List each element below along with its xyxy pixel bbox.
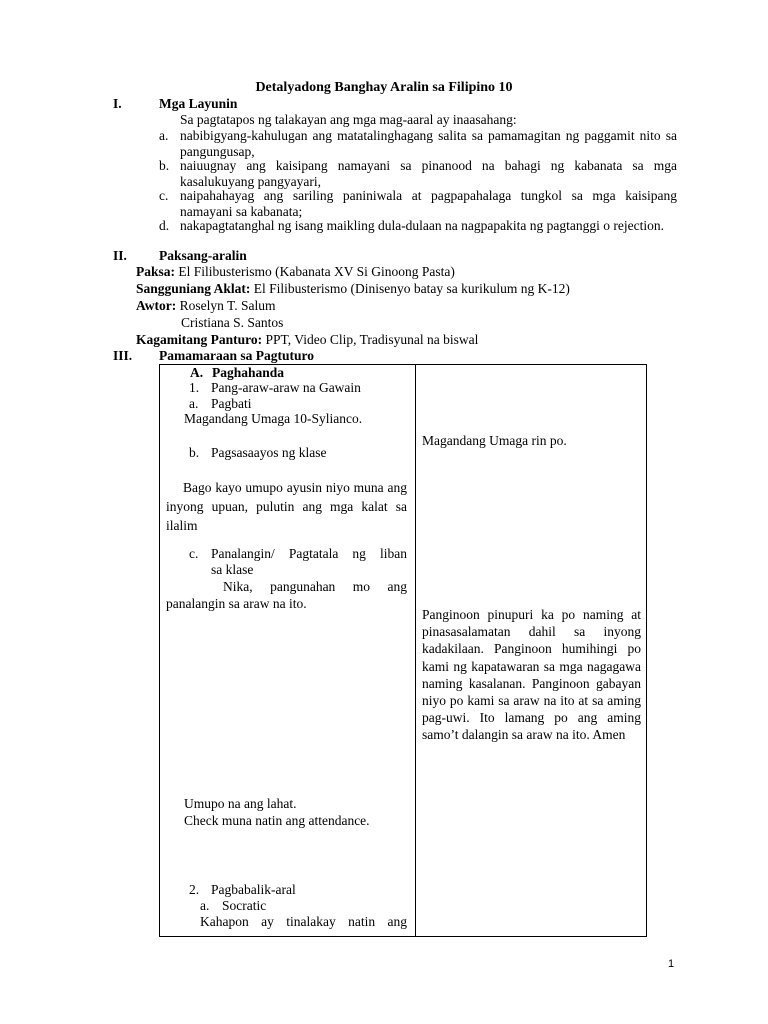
- objectives-intro: Sa pagtatapos ng talakayan ang mga mag-aaral ay inaasahang:: [180, 112, 517, 127]
- section-3-numeral: III.: [113, 348, 133, 363]
- objective-c-letter: c.: [159, 188, 169, 203]
- panalangin-line-1: Panalangin/ Pagtatala ng liban: [211, 546, 407, 561]
- pagsasaayos-text: Pagsasaayos ng klase: [211, 445, 327, 460]
- paksa-line: [136, 264, 455, 280]
- kahapon-text: Kahapon ay tinalakay natin ang: [200, 914, 407, 929]
- aklat-line: [136, 281, 570, 297]
- greeting-reply: Magandang Umaga rin po.: [422, 433, 567, 448]
- pagsasaayos-label: b.: [189, 445, 200, 460]
- kagamitan-label: Kagamitang Panturo:: [136, 332, 263, 347]
- step-a-text: Paghahanda: [212, 365, 285, 380]
- pagbati-text: Pagbati: [211, 396, 252, 411]
- socratic-label: a.: [200, 898, 210, 913]
- objective-b: naiuugnay ang kaisipang namayani sa pinanood na bahagi ng kabanata sa mga kasalukuyang pangyayari,: [180, 158, 677, 189]
- panalangin-line-2: sa klase: [211, 562, 254, 577]
- student-column: [416, 365, 647, 937]
- socratic-text: Socratic: [222, 898, 267, 913]
- step-2-label: 2.: [189, 882, 200, 897]
- objective-c: naipahahayag ang sariling paniniwala at pagpapahalaga tungkol sa mga kaisipang namayani sa kabanata;: [180, 188, 677, 219]
- ayos-instruction: Bago kayo umupo ayusin niyo muna ang inyong upuan, pulutin ang mga kalat sa ilalim: [166, 480, 407, 533]
- step-1-text: Pang-araw-araw na Gawain: [211, 380, 361, 395]
- awtor-1: Roselyn T. Salum: [179, 298, 276, 313]
- objective-d-letter: d.: [159, 218, 170, 233]
- section-1-numeral: I.: [113, 96, 122, 111]
- pagbati-label: a.: [189, 396, 199, 411]
- page-title: Detalyadong Banghay Aralin sa Filipino 10: [255, 80, 513, 95]
- objective-a-letter: a.: [159, 128, 169, 143]
- kagamitan-value: PPT, Video Clip, Tradisyunal na biswal: [265, 332, 479, 347]
- step-1-label: 1.: [189, 380, 200, 395]
- greeting-text: Magandang Umaga 10-Sylianco.: [184, 411, 363, 426]
- awtor-line: [136, 298, 276, 314]
- aklat-label: Sangguniang Aklat:: [136, 281, 251, 296]
- nika-instruction: Nika, pangunahan mo ang panalangin sa araw na ito.: [166, 579, 407, 611]
- objective-a: nabibigyang-kahulugan ang matatalinghagang salita sa pamamagitan ng paggamit nito sa pangungusap,: [180, 128, 677, 159]
- step-2-text: Pagbabalik-aral: [211, 882, 296, 897]
- kagamitan-line: [136, 332, 478, 348]
- section-2-numeral: II.: [113, 248, 127, 263]
- prayer-text: Panginoon pinupuri ka po naming at pinasasalamatan dahil sa inyong kadakilaan. Panginoon humihingi po kami ng kapatawaran sa mga nagagawa naming kasalanan. Panginoon gabayan niyo po kami sa araw na ito at sa aming pag-uwi. Ito lamang po ang aming samo’t dalangin sa araw na ito. Amen: [422, 607, 641, 743]
- attendance-text: Check muna natin ang attendance.: [184, 813, 370, 828]
- panalangin-label: c.: [189, 546, 199, 561]
- awtor-label: Awtor:: [136, 298, 177, 313]
- section-1-heading: Mga Layunin: [159, 96, 238, 111]
- objective-d: nakapagtatanghal ng isang maikling dula-dulaan na nagpapakita ng pagtanggi o rejection.: [180, 218, 664, 233]
- section-2-heading: Paksang-aralin: [159, 248, 247, 263]
- awtor-2: Cristiana S. Santos: [181, 315, 284, 330]
- step-a-label: A.: [190, 365, 204, 380]
- umupo-text: Umupo na ang lahat.: [184, 796, 297, 811]
- objective-b-letter: b.: [159, 158, 170, 173]
- section-3-heading: Pamamaraan sa Pagtuturo: [159, 348, 314, 363]
- teacher-column: [160, 365, 416, 937]
- aklat-value: El Filibusterismo (Dinisenyo batay sa kurikulum ng K-12): [253, 281, 570, 296]
- page-number: 1: [668, 958, 675, 970]
- paksa-label: Paksa:: [136, 264, 176, 279]
- paksa-value: El Filibusterismo (Kabanata XV Si Ginoong Pasta): [178, 264, 455, 279]
- lesson-plan-table: [159, 364, 647, 937]
